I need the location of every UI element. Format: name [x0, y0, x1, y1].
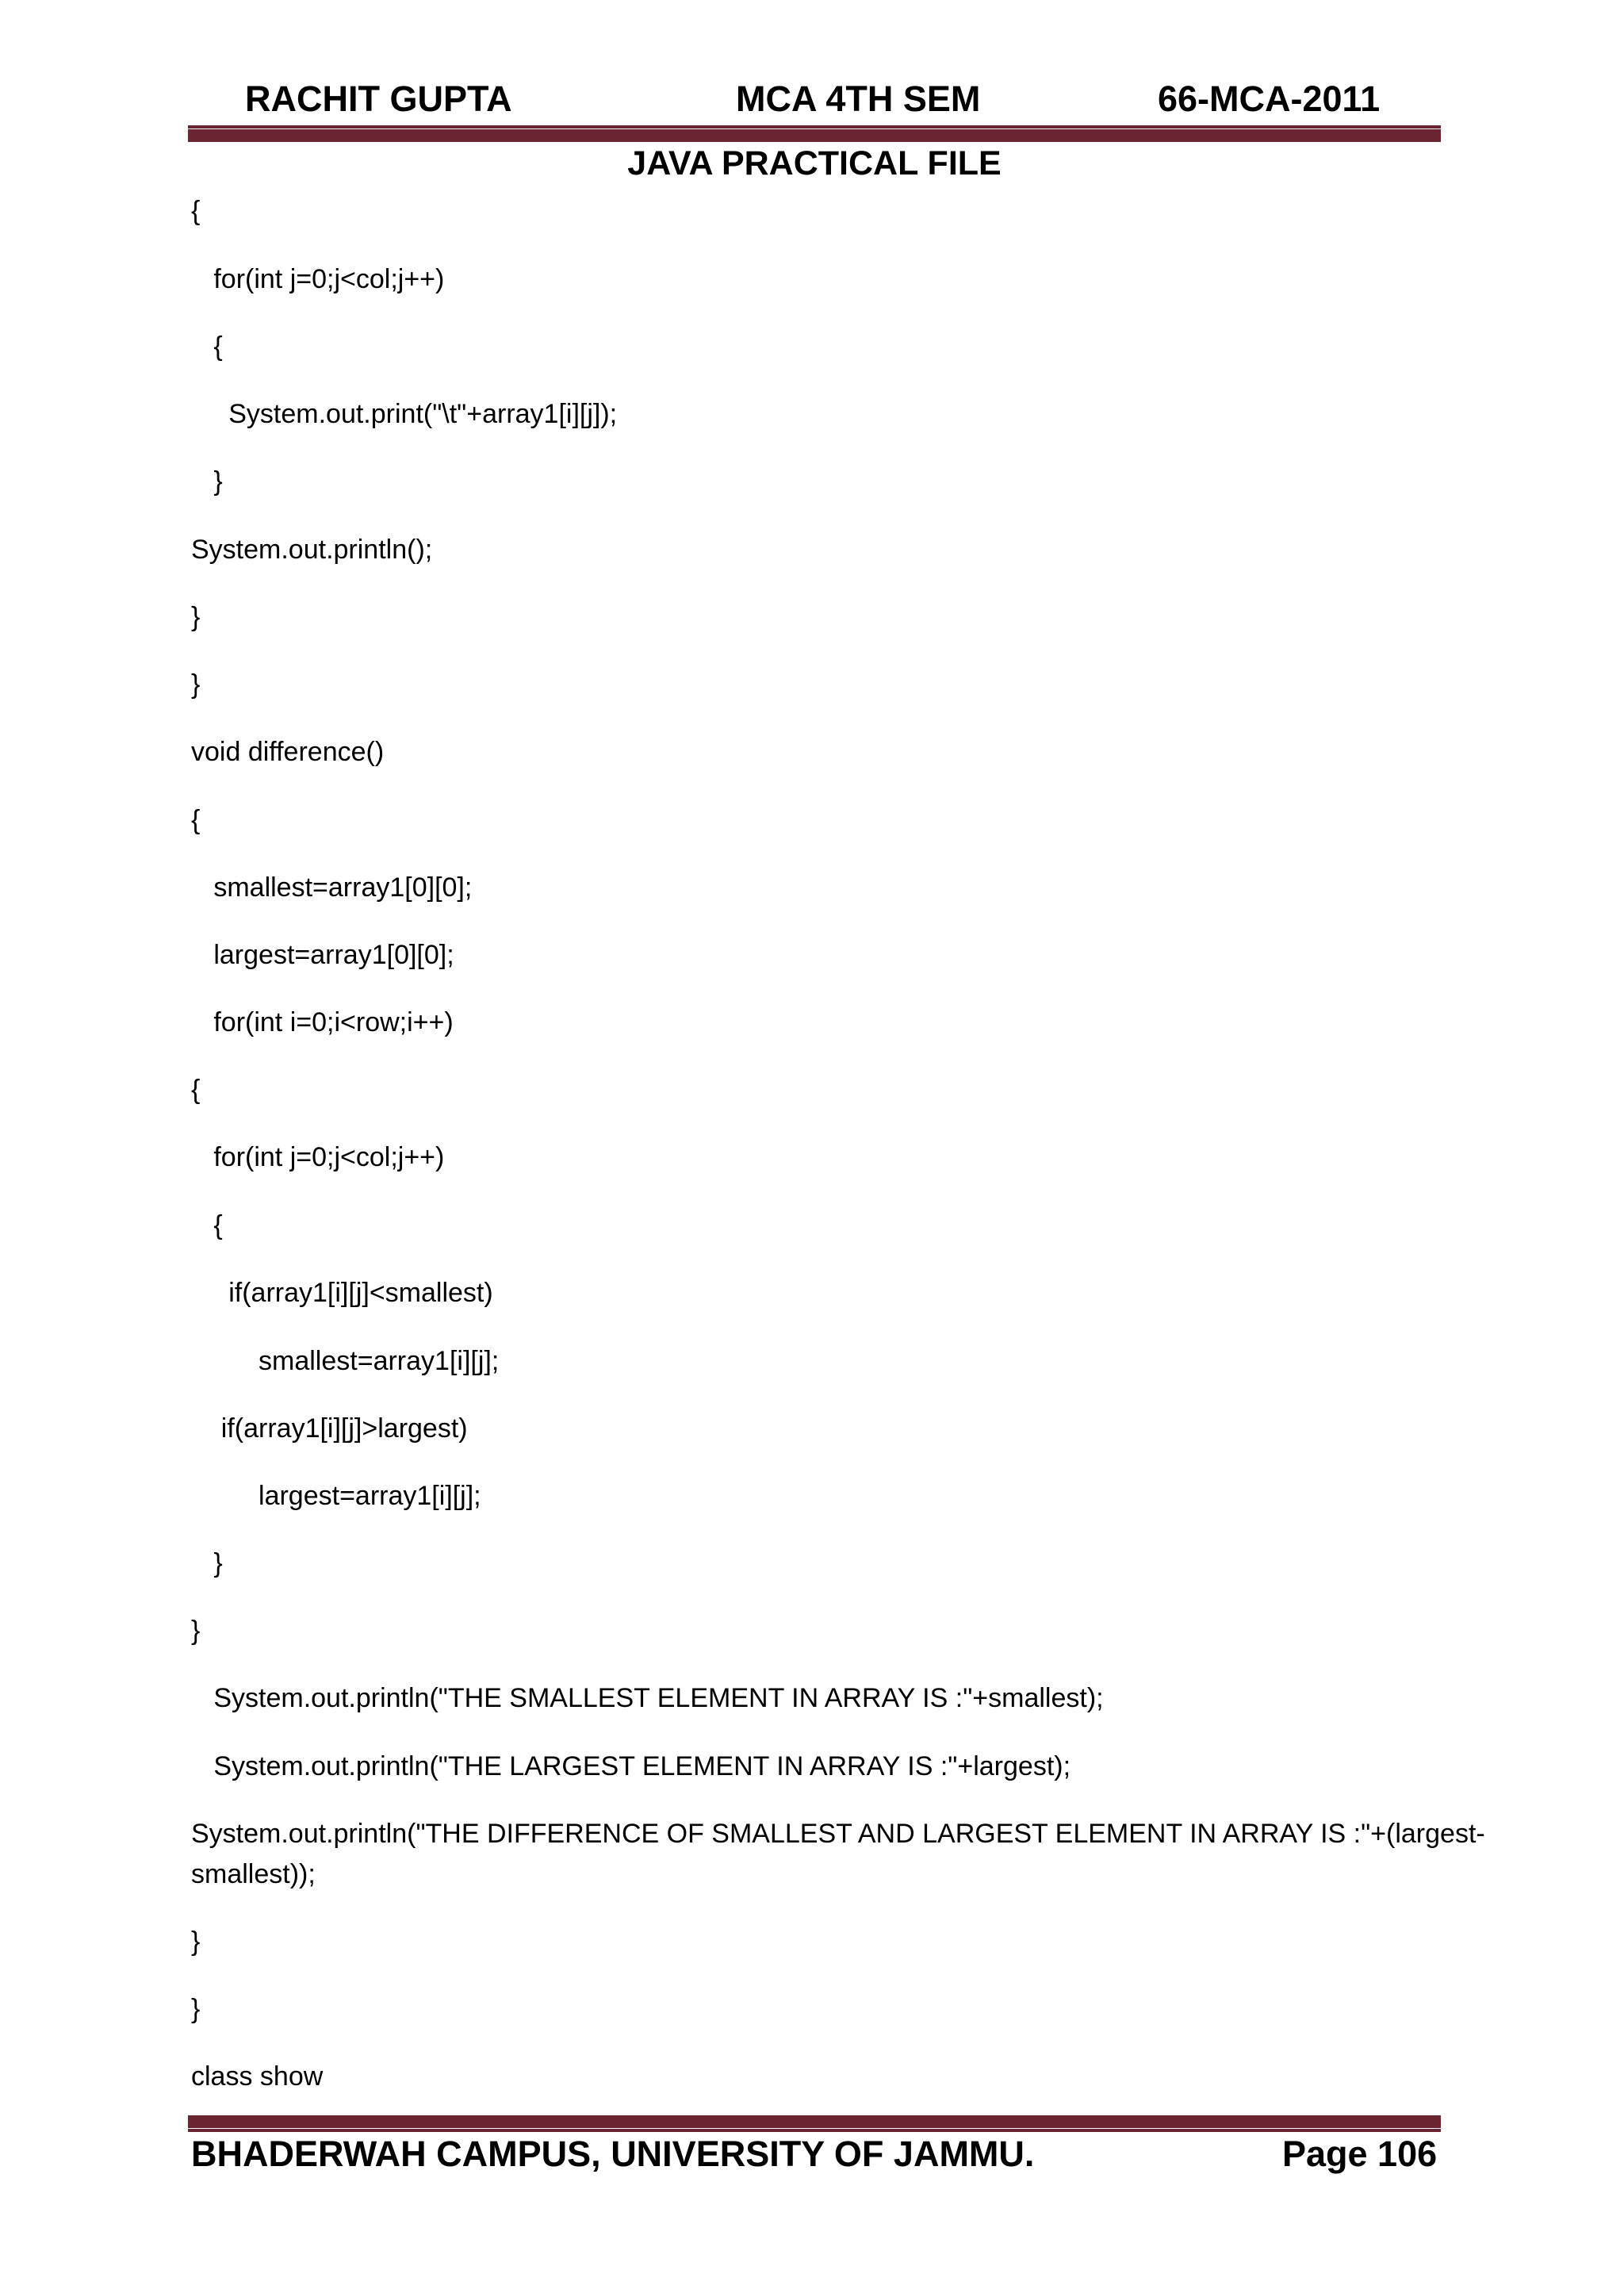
code-line: }	[191, 602, 201, 632]
code-line: {	[191, 1210, 223, 1240]
code-line: }	[191, 669, 201, 700]
code-line: }	[191, 1994, 201, 2024]
header-roll-number: 66-MCA-2011	[1158, 79, 1381, 119]
code-line: largest=array1[i][j];	[191, 1481, 481, 1511]
header-rule-thin	[188, 125, 1441, 128]
code-line: for(int i=0;i<row;i++)	[191, 1007, 454, 1037]
code-line: System.out.print("\t"+array1[i][j]);	[191, 399, 618, 429]
code-line: smallest=array1[0][0];	[191, 872, 473, 903]
footer-campus: BHADERWAH CAMPUS, UNIVERSITY OF JAMMU.	[191, 2134, 1035, 2174]
code-line: void difference()	[191, 737, 385, 767]
code-line: {	[191, 1075, 201, 1105]
code-line: {	[191, 805, 201, 835]
code-line: }	[191, 1927, 201, 1957]
code-line: System.out.println("THE SMALLEST ELEMENT IN ARRAY IS :"+smallest);	[191, 1683, 1104, 1713]
header-student-name: RACHIT GUPTA	[245, 79, 512, 119]
footer-page-number: Page 106	[1282, 2134, 1438, 2174]
code-line: }	[191, 466, 223, 497]
code-line: System.out.println("THE LARGEST ELEMENT IN ARRAY IS :"+largest);	[191, 1751, 1071, 1781]
code-line: {	[191, 196, 201, 226]
code-line: smallest=array1[i][j];	[191, 1346, 500, 1376]
page-title: JAVA PRACTICAL FILE	[627, 144, 1002, 182]
code-line: {	[191, 332, 223, 362]
code-line: for(int j=0;j<col;j++)	[191, 264, 445, 294]
code-line: if(array1[i][j]>largest)	[191, 1413, 468, 1444]
code-line: System.out.println();	[191, 535, 433, 565]
code-line: smallest));	[191, 1859, 316, 1889]
footer-rule-thick	[188, 2115, 1441, 2128]
code-line: for(int j=0;j<col;j++)	[191, 1142, 445, 1172]
code-line: System.out.println("THE DIFFERENCE OF SMALLEST AND LARGEST ELEMENT IN ARRAY IS :"+(largest-	[191, 1819, 1485, 1849]
code-line: largest=array1[0][0];	[191, 940, 454, 970]
code-line: }	[191, 1616, 201, 1646]
code-line: if(array1[i][j]<smallest)	[191, 1278, 493, 1308]
code-line: }	[191, 1548, 223, 1578]
code-line: class show	[191, 2061, 324, 2092]
header-semester: MCA 4TH SEM	[736, 79, 981, 119]
